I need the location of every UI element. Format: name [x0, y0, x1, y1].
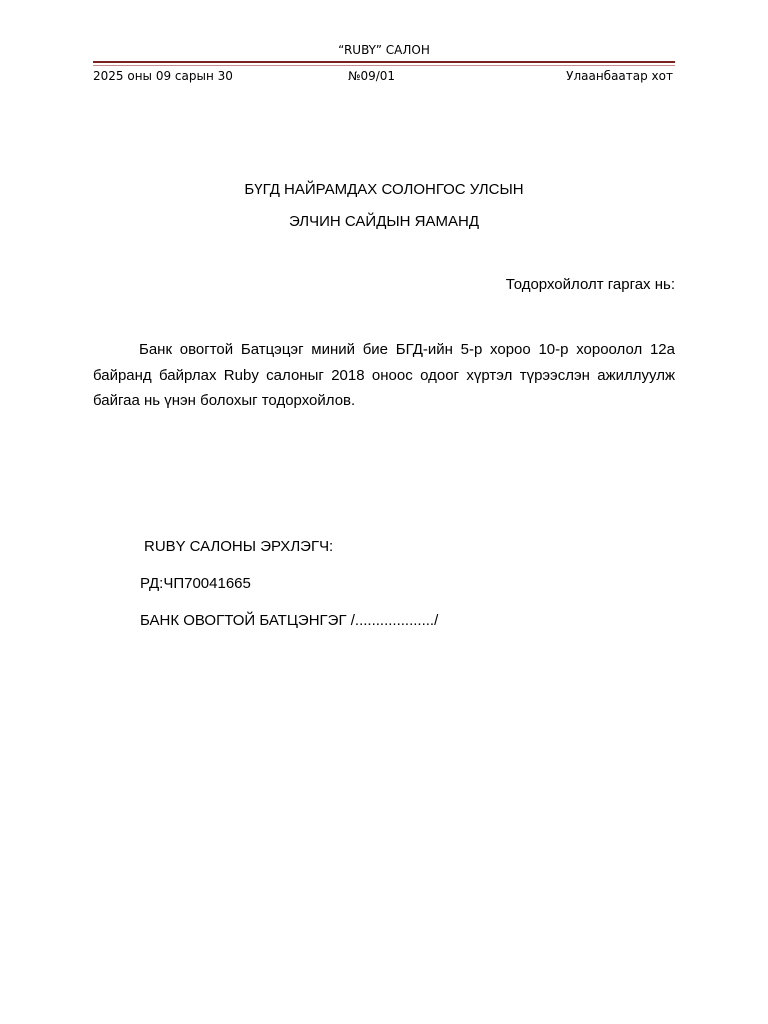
- letterhead-meta-row: [93, 69, 673, 85]
- letter-city: Улаанбаатар хот: [566, 69, 673, 83]
- signature-title: RUBY САЛОНЫ ЭРХЛЭГЧ:: [144, 538, 334, 555]
- letter-body: Банк овогтой Батцэцэг миний бие БГД-ийн 5-р хороо 10-р хороолол 12а байранд байрлах Ruby салоныг 2018 оноос одоог хүртэл түрээслэн ажиллуулж байгаа нь үнэн болохыг тодорхойлов.: [93, 341, 675, 409]
- letterhead-rule-thin: [93, 65, 675, 66]
- signature-registration: РД:ЧП70041665: [140, 575, 251, 592]
- letterhead-rule-thick: [93, 61, 675, 63]
- letter-number: №09/01: [348, 69, 396, 83]
- recipient-line-1: БҮГД НАЙРАМДАХ СОЛОНГОС УЛСЫН: [244, 181, 524, 198]
- signature-name: БАНК ОВОГТОЙ БАТЦЭНГЭГ /.................../: [140, 612, 439, 629]
- issuer-label: Тодорхойлолт гаргах нь:: [505, 276, 675, 293]
- recipient-line-2: ЭЛЧИН САЙДЫН ЯАМАНД: [289, 213, 479, 230]
- letter-date: 2025 оны 09 сарын 30: [93, 69, 233, 83]
- letterhead-company-name: “RUBY” САЛОН: [338, 43, 430, 57]
